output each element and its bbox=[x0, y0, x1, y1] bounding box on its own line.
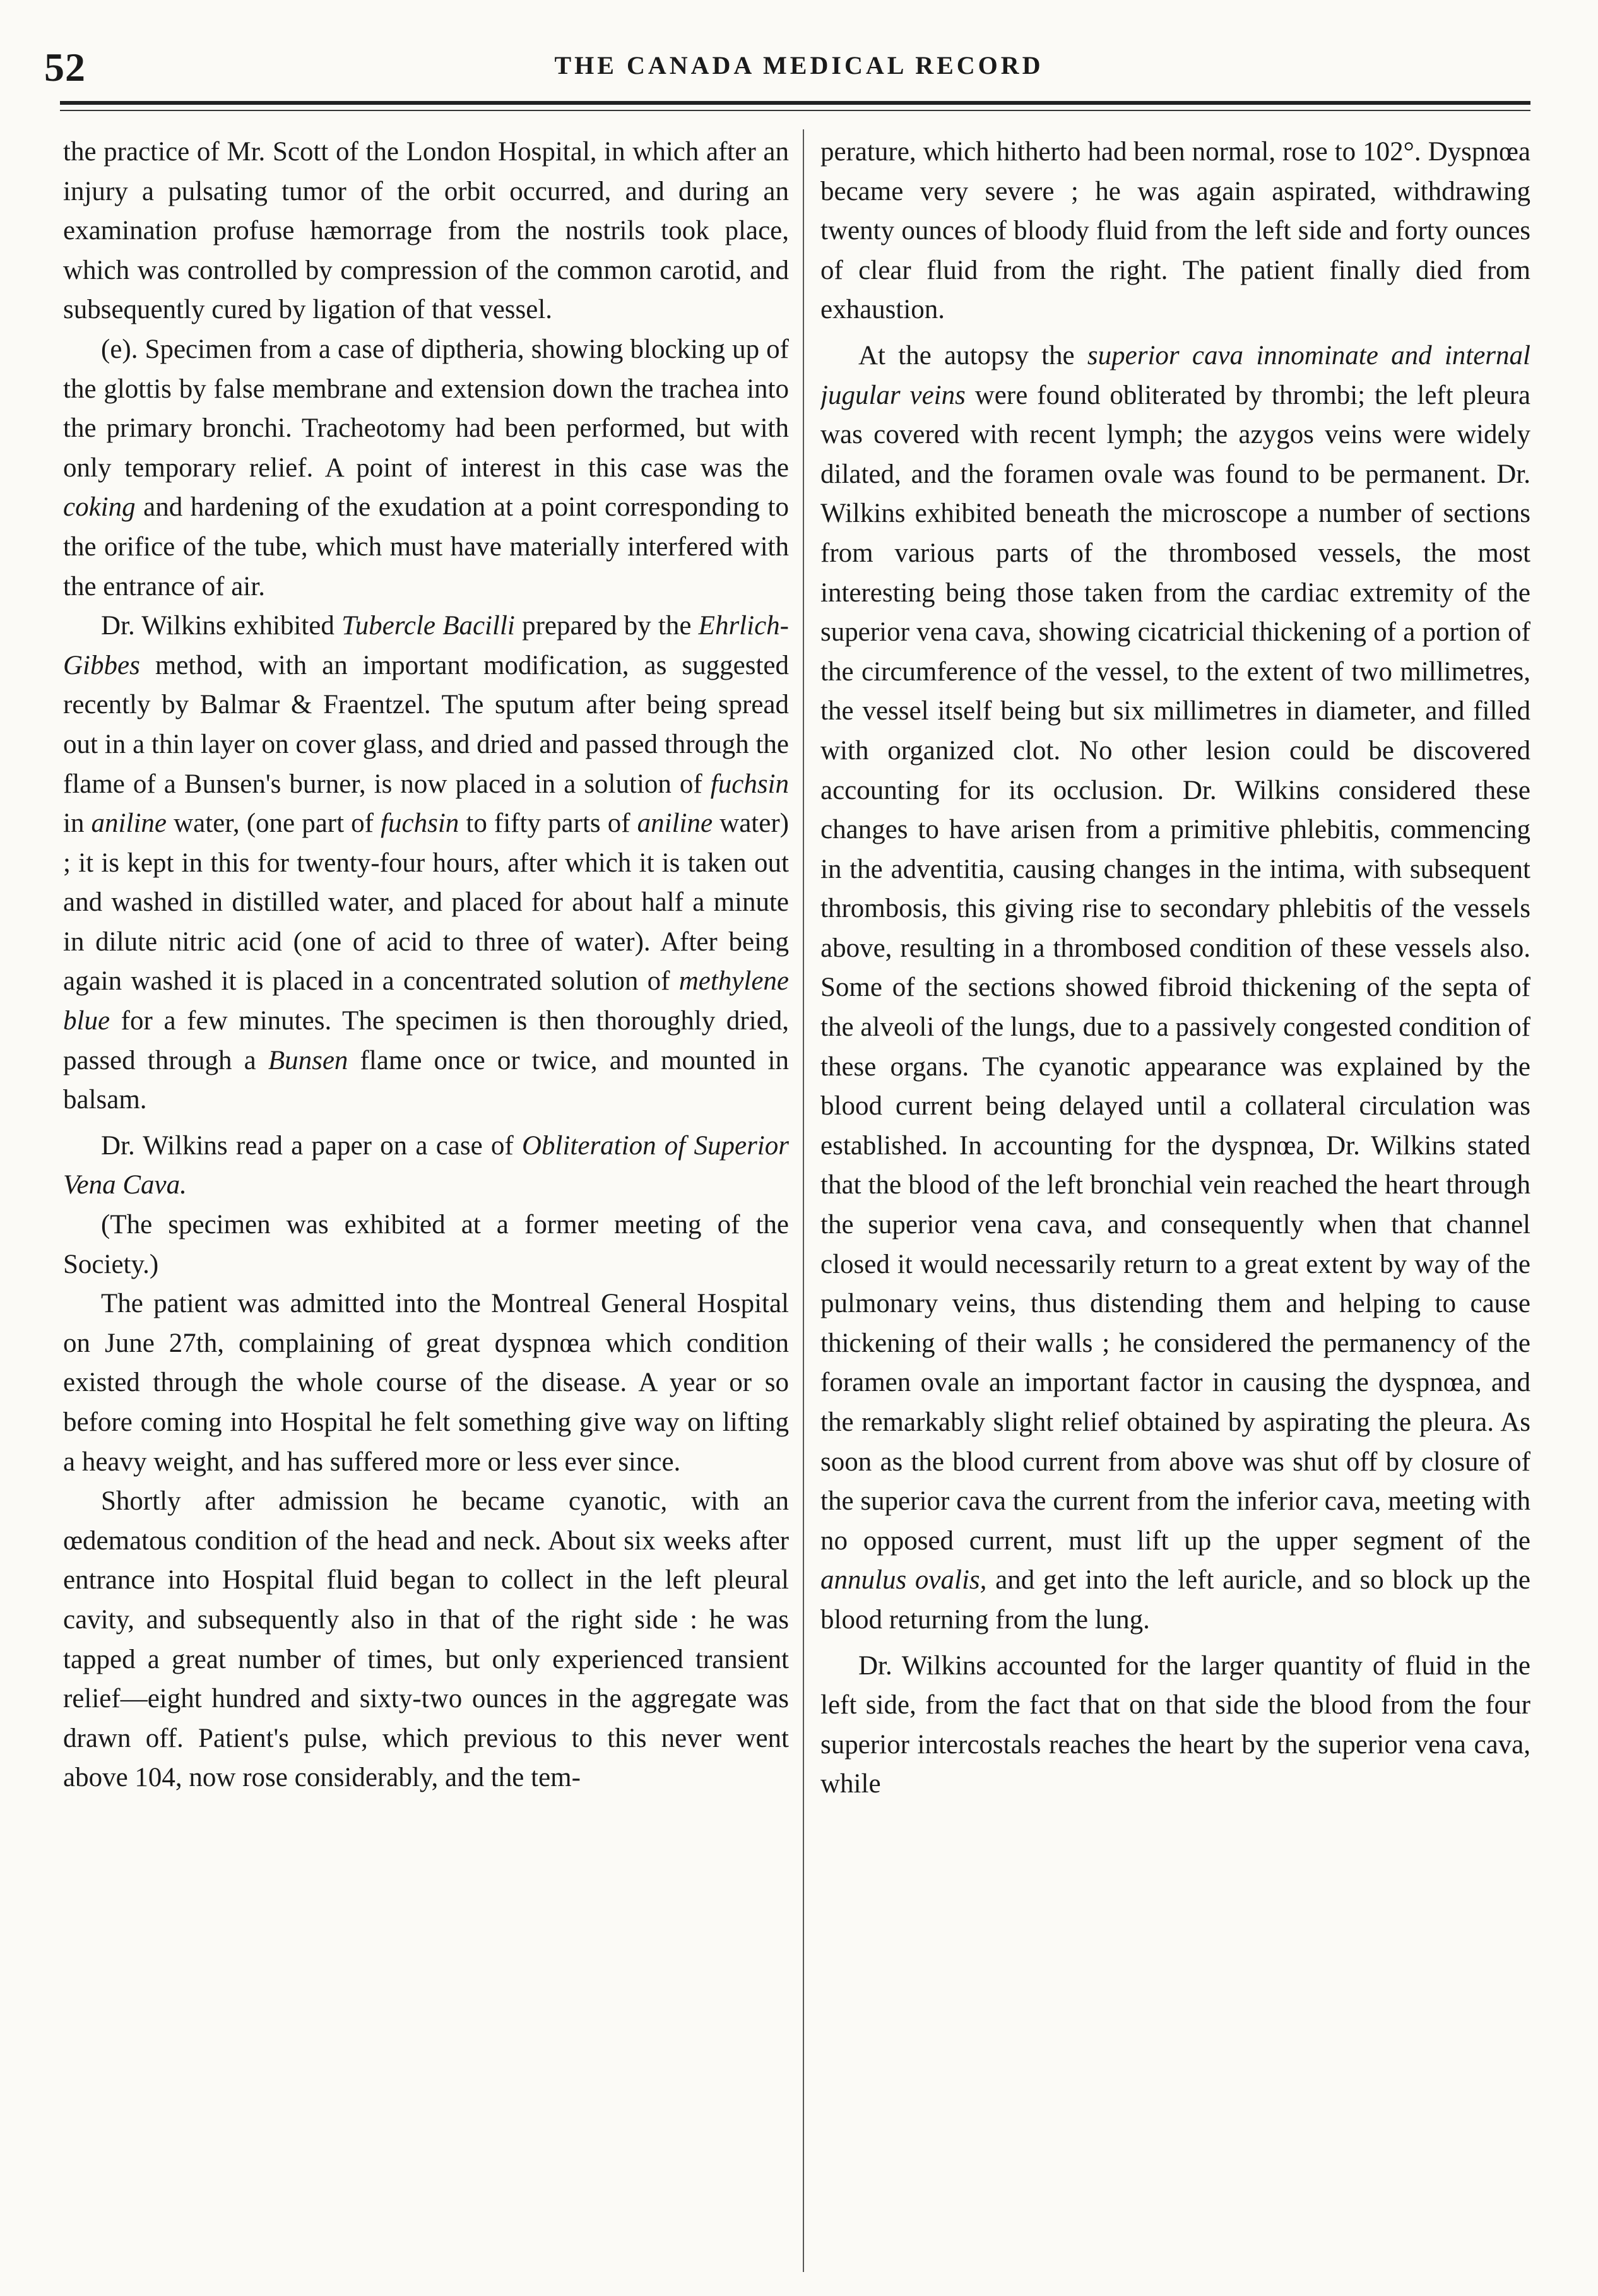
paper-title: Obliteration of Superior Vena Cava. bbox=[63, 1130, 789, 1200]
paragraph-text: in bbox=[63, 808, 92, 839]
header-rule-thick bbox=[60, 101, 1530, 105]
italic-term: Ehrlich-Gibbes bbox=[63, 611, 789, 680]
italic-term: methylene blue bbox=[63, 966, 789, 1036]
paragraph-text: (The specimen was exhibited at a former meeting of the Society.) bbox=[63, 1210, 789, 1279]
right-column bbox=[820, 133, 1530, 2278]
paragraph bbox=[820, 336, 1530, 1640]
column-divider bbox=[803, 129, 804, 2272]
paragraph-text: prepared by the bbox=[514, 611, 699, 641]
paragraph-text: water) ; it is kept in this for twenty-four hours, after which it is taken out and washed in distilled water, and placed for about half a minute in dilute nitric acid (one of acid to three of water). After being again washed it is placed in a concentrated solution of bbox=[63, 808, 789, 997]
italic-term: annulus ovalis, bbox=[820, 1565, 987, 1595]
paragraph-text: At the autopsy the bbox=[858, 340, 1087, 370]
italic-term: fuchsin bbox=[381, 808, 459, 839]
paragraph-text: Dr. Wilkins read a paper on a case of bbox=[101, 1130, 522, 1161]
italic-term: aniline bbox=[637, 808, 713, 839]
italic-term: coking bbox=[63, 492, 136, 523]
italic-term: superior cava innominate and internal jugular veins bbox=[820, 340, 1530, 410]
paragraph-text: water, (one part of bbox=[166, 808, 381, 839]
paragraph-text: The patient was admitted into the Montreal General Hospital on June 27th, complaining of great dyspnœa which condition existed through the whole course of the disease. A year or so before coming into Hospital he felt something give way on lifting a heavy weight, and has suffered more or less ever since. bbox=[63, 1289, 789, 1477]
paragraph bbox=[63, 330, 789, 607]
paragraph-text: the practice of Mr. Scott of the London Hospital, in which after an injury a pulsating tumor of the orbit occurred, and during an examination profuse hæmorrage from the nostrils took place, which was controlled by compression of the common carotid, and subsequently cured by ligation of that vessel. bbox=[63, 137, 789, 325]
paragraph-text: flame once or twice, and mounted in balsam. bbox=[63, 1045, 789, 1115]
paragraph bbox=[63, 1127, 789, 1205]
paragraph bbox=[63, 607, 789, 1120]
italic-term: aniline bbox=[91, 808, 167, 839]
paragraph-text: and get into the left auricle, and so block up the blood returning from the lung. bbox=[820, 1565, 1530, 1635]
italic-term: Tubercle Bacilli bbox=[341, 611, 515, 641]
paragraph-text: Shortly after admission he became cyanotic, with an œdematous condition of the head and neck. About six weeks after entrance into Hospital fluid began to collect in the left pleural cavity, and subsequently also in that of the right side : he was tapped a great number of times, but only experienced transient relief—eight hundred and sixty-two ounces in the aggregate was drawn off. Patient's pulse, which previous to this never went above 104, now rose considerably, and the tem- bbox=[63, 1486, 789, 1793]
paragraph-text: Dr. Wilkins accounted for the larger quantity of fluid in the left side, from the fact that on that side the blood from the four superior intercostals reaches the heart by the superior vena cava, while bbox=[820, 1650, 1530, 1799]
paragraph bbox=[63, 1482, 789, 1798]
paragraph-text: Dr. Wilkins exhibited bbox=[101, 611, 342, 641]
journal-title: THE CANADA MEDICAL RECORD bbox=[554, 51, 1044, 80]
paragraph-text: perature, which hitherto had been normal, rose to 102°. Dyspnœa became very severe ; he was again aspirated, withdrawing twenty ounces of bloody fluid from the left side and forty ounces of clear fluid from the right. The patient finally died from exhaustion. bbox=[820, 137, 1530, 325]
page-header bbox=[0, 0, 1598, 110]
paragraph-text: for a few minutes. The specimen is then thoroughly dried, passed through a bbox=[63, 1006, 789, 1075]
paragraph bbox=[63, 1205, 789, 1284]
italic-term: Bunsen bbox=[268, 1045, 348, 1075]
page-number: 52 bbox=[44, 45, 86, 90]
italic-term: fuchsin bbox=[710, 769, 789, 799]
header-rule-thin bbox=[60, 110, 1530, 111]
paragraph-text: and hardening of the exudation at a point corresponding to the orifice of the tube, which must have materially interfered with the entrance of air. bbox=[63, 492, 789, 601]
paragraph-text: method, with an important modification, as suggested recently by Balmar & Fraentzel. The sputum after being spread out in a thin layer on cover glass, and dried and passed through the flame of a Bunsen's burner, is now placed in a solution of bbox=[63, 650, 789, 799]
paragraph bbox=[63, 133, 789, 330]
paragraph bbox=[820, 133, 1530, 330]
paragraph bbox=[63, 1284, 789, 1482]
paragraph-text: were found obliterated by thrombi; the left pleura was covered with recent lymph; the azygos veins were widely dilated, and the foramen ovale was found to be permanent. Dr. Wilkins exhibited beneath the microscope a number of sections from various parts of the thrombosed vessels, the most interesting being those taken from the cardiac extremity of the superior vena cava, showing cicatricial thickening of a portion of the circumference of the vessel, to the extent of two millimetres, the vessel itself being but six millimetres in diameter, and filled with organized clot. No other lesion could be discovered accounting for its occlusion. Dr. Wilkins considered these changes to have arisen from a primitive phlebitis, commencing in the adventitia, causing changes in the intima, with subsequent thrombosis, this giving rise to secondary phlebitis of the vessels above, resulting in a thrombosed condition of these vessels also. Some of the sections showed fibroid thickening of the septa of the alveoli of the lungs, due to a passively congested condition of these organs. The cyanotic appearance was explained by the blood current being delayed until a collateral circulation was established. In accounting for the dyspnœa, Dr. Wilkins stated that the blood of the left bronchial vein reached the heart through the superior vena cava, and consequently when that channel closed it would necessarily return to a great extent by way of the pulmonary veins, thus distending them and helping to cause thickening of their walls ; he considered the permanency of the foramen ovale an important factor in causing the dyspnœa, and the remarkably slight relief obtained by aspirating the pleura. As soon as the blood current from above was shut off by closure of the superior cava the current from the inferior cava, meeting with no opposed current, must lift up the upper segment of the bbox=[820, 380, 1530, 1556]
left-column bbox=[63, 133, 789, 2278]
paragraph-text: to fifty parts of bbox=[459, 808, 637, 839]
paragraph bbox=[820, 1647, 1530, 1804]
paragraph-text: (e). Specimen from a case of diptheria, showing blocking up of the glottis by false membrane and extension down the trachea into the primary bronchi. Tracheotomy had been performed, but with only temporary relief. A point of interest in this case was the bbox=[63, 334, 789, 483]
